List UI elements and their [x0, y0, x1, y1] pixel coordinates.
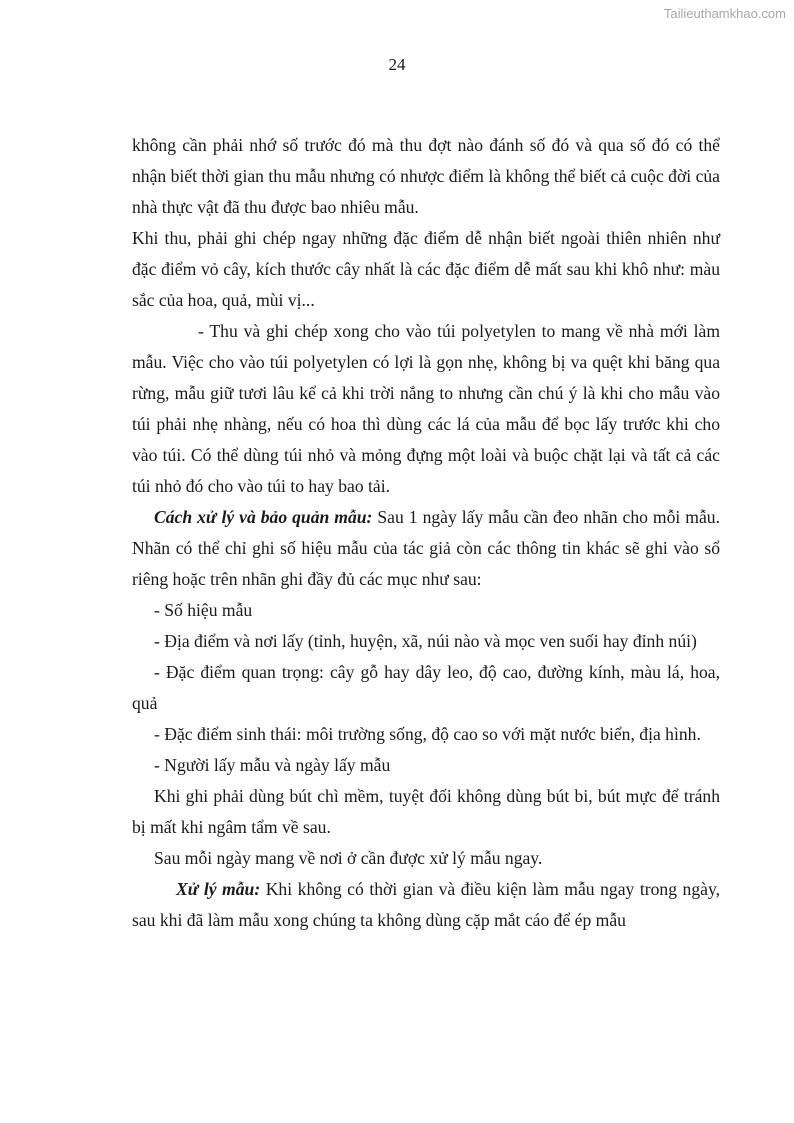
- paragraph-3: - Thu và ghi chép xong cho vào túi polyetylen to mang về nhà mới làm mẫu. Việc cho vào túi polyetylen có lợi là gọn nhẹ, không bị va quệt khi băng qua rừng, mẫu giữ tươi lâu kể cả khi trời nắng to nhưng cần chú ý là khi cho mẫu vào túi phải nhẹ nhàng, nếu có hoa thì dùng các lá của mẫu để bọc lấy trước khi cho vào túi. Có thể dùng túi nhỏ và mỏng đựng một loài và buộc chặt lại và tất cả các túi nhỏ đó cho vào túi to hay bao tải.: [132, 321, 720, 496]
- paragraph-5: Khi ghi phải dùng bút chì mềm, tuyệt đối không dùng bút bi, bút mực để tránh bị mất khi ngâm tẩm về sau.: [132, 786, 720, 837]
- list-item-3: - Đặc điểm quan trọng: cây gỗ hay dây leo, độ cao, đường kính, màu lá, hoa, quả: [132, 662, 720, 713]
- list-item-1: - Số hiệu mẫu: [154, 600, 253, 620]
- list-item-4: - Đặc điểm sinh thái: môi trường sống, độ cao so với mặt nước biển, địa hình.: [154, 724, 701, 744]
- document-body: [132, 130, 720, 936]
- page-number: 24: [388, 55, 406, 74]
- paragraph-1: không cần phải nhớ số trước đó mà thu đợt nào đánh số đó và qua số đó có thể nhận biết thời gian thu mẫu nhưng có nhược điểm là không thể biết cả cuộc đời của nhà thực vật đã thu được bao nhiêu mẫu.: [132, 135, 720, 217]
- paragraph-4-text: Sau 1 ngày lấy mẫu cần đeo nhãn cho mỗi mẫu. Nhãn có thể chỉ ghi số hiệu mẫu của tác giả còn các thông tin khác sẽ ghi vào sổ riêng hoặc trên nhãn ghi đầy đủ các mục như sau:: [132, 507, 720, 589]
- list-item-2: - Địa điểm và nơi lấy (tỉnh, huyện, xã, núi nào và mọc ven suối hay đỉnh núi): [154, 631, 697, 651]
- section-heading-xu-ly-mau: Xử lý mẫu:: [176, 879, 261, 899]
- section-heading-xu-ly-bao-quan: Cách xử lý và bảo quản mẫu:: [154, 507, 373, 527]
- paragraph-7-text: Khi không có thời gian và điều kiện làm mẫu ngay trong ngày, sau khi đã làm mẫu xong chúng ta không dùng cặp mắt cáo để ép mẫu: [132, 879, 720, 930]
- paragraph-7: [132, 874, 720, 936]
- watermark: Tailieuthamkhao.com: [663, 6, 786, 21]
- paragraph-2: Khi thu, phải ghi chép ngay những đặc điểm dễ nhận biết ngoài thiên nhiên như đặc điểm vỏ cây, kích thước cây nhất là các đặc điểm dễ mất sau khi khô như: màu sắc của hoa, quả, mùi vị...: [132, 228, 720, 310]
- list-item-5: - Người lấy mẫu và ngày lấy mẫu: [154, 755, 391, 775]
- paragraph-6: Sau mỗi ngày mang về nơi ở cần được xử lý mẫu ngay.: [154, 848, 543, 868]
- paragraph-4: [132, 502, 720, 595]
